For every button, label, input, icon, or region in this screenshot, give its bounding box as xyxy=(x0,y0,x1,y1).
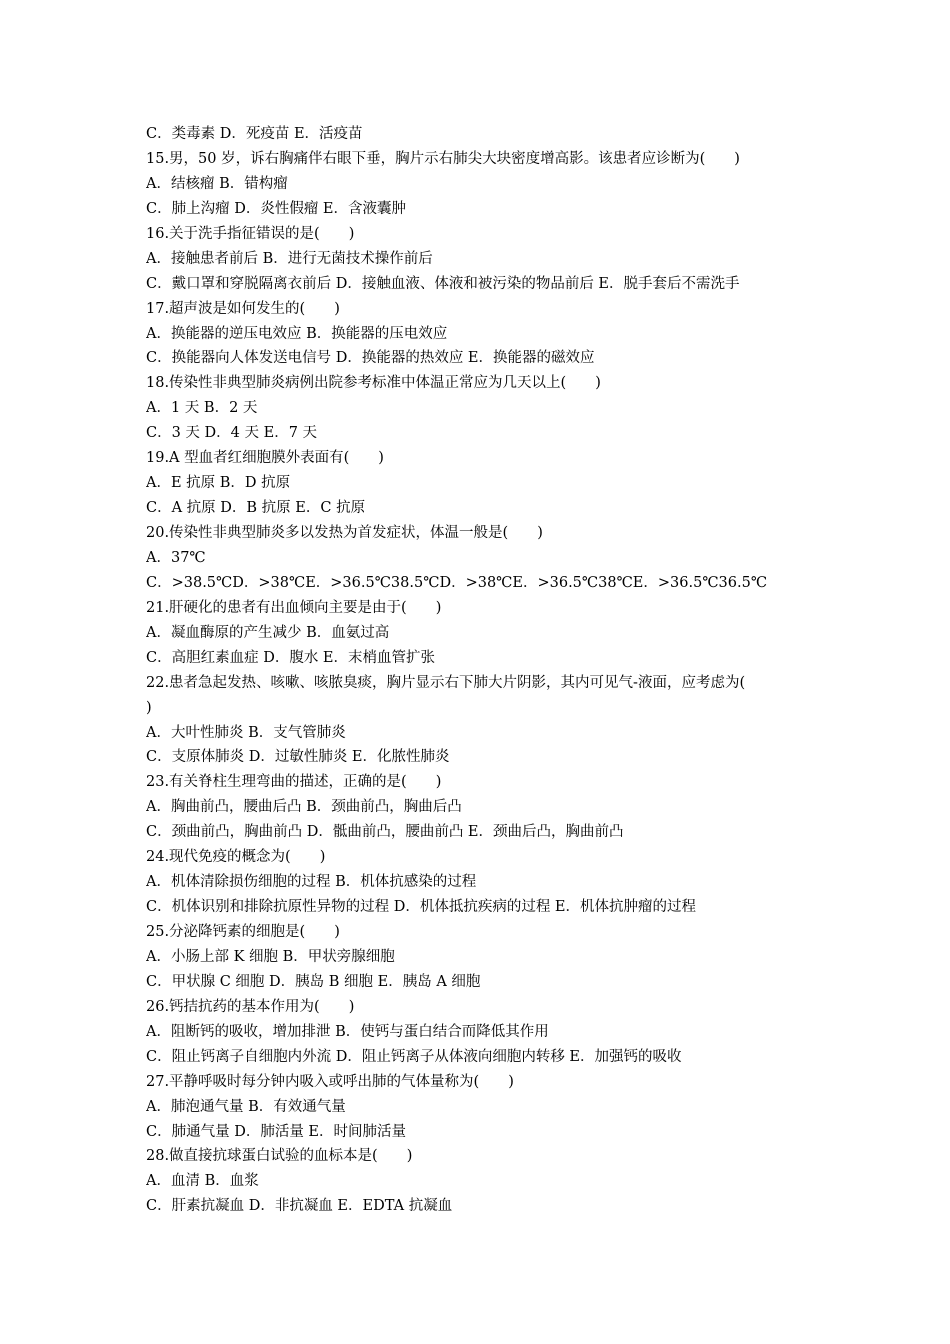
question-20: 20.传染性非典型肺炎多以发热为首发症状，体温一般是( ) xyxy=(146,525,543,541)
text-line: A．血清 B．血浆 xyxy=(146,1173,259,1190)
text-line: C．肝素抗凝血 D．非抗凝血 E．EDTA 抗凝血 xyxy=(146,1198,453,1215)
text-line: C．肺通气量 D．肺活量 E．时间肺活量 xyxy=(146,1123,407,1140)
text-line: C．肺上沟瘤 D．炎性假瘤 E．含液囊肿 xyxy=(146,200,407,217)
question-15: 15.男，50 岁，诉右胸痛伴右眼下垂，胸片示右肺尖大块密度增高影。该患者应诊断为( ) xyxy=(146,150,740,167)
question-24: 24.现代免疫的概念为( ) xyxy=(146,849,326,866)
text-line: C．>38.5℃D．>38℃E．>36.5℃38.5℃D．>38℃E．>36.5℃38℃E．>36.5℃36.5℃ xyxy=(146,574,768,591)
question-18: 18.传染性非典型肺炎病例出院参考标准中体温正常应为几天以上( ) xyxy=(146,375,601,392)
text-line: C．3 天 D．4 天 E．7 天 xyxy=(146,425,318,442)
text-line: C．类毒素 D．死疫苗 E．活疫苗 xyxy=(146,126,363,142)
text-line: C．甲状腺 C 细胞 D．胰岛 B 细胞 E．胰岛 A 细胞 xyxy=(146,973,481,990)
text-line: C．阻止钙离子自细胞内外流 D．阻止钙离子从体液向细胞内转移 E．加强钙的吸收 xyxy=(146,1048,682,1065)
question-19: 19.A 型血者红细胞膜外表面有( ) xyxy=(146,450,384,467)
question-16: 16.关于洗手指征错误的是( ) xyxy=(146,225,355,242)
question-28: 28.做直接抗球蛋白试验的血标本是( ) xyxy=(146,1148,413,1165)
document-body xyxy=(146,122,826,1219)
text-line: A．小肠上部 K 细胞 B．甲状旁腺细胞 xyxy=(146,948,395,965)
text-line: ) xyxy=(146,699,152,716)
text-line: A．胸曲前凸，腰曲后凸 B．颈曲前凸，胸曲后凸 xyxy=(146,799,462,816)
text-line: A．机体清除损伤细胞的过程 B．机体抗感染的过程 xyxy=(146,874,477,891)
question-26: 26.钙拮抗药的基本作用为( ) xyxy=(146,998,355,1015)
text-line: A．肺泡通气量 B．有效通气量 xyxy=(146,1098,346,1115)
text-line: A．凝血酶原的产生减少 B．血氨过高 xyxy=(146,624,390,641)
text-line: A．大叶性肺炎 B．支气管肺炎 xyxy=(146,724,346,741)
text-line: C．高胆红素血症 D．腹水 E．末梢血管扩张 xyxy=(146,649,436,666)
text-line: C．A 抗原 D．B 抗原 E．C 抗原 xyxy=(146,500,366,517)
question-27: 27.平静呼吸时每分钟内吸入或呼出肺的气体量称为( ) xyxy=(146,1073,514,1090)
text-line: A．37℃ xyxy=(146,549,206,566)
text-line: A．接触患者前后 B．进行无菌技术操作前后 xyxy=(146,250,433,267)
question-21: 21.肝硬化的患者有出血倾向主要是由于( ) xyxy=(146,599,442,616)
question-23: 23.有关脊柱生理弯曲的描述，正确的是( ) xyxy=(146,774,442,791)
text-line: C．戴口罩和穿脱隔离衣前后 D．接触血液、体液和被污染的物品前后 E．脱手套后不需洗手 xyxy=(146,275,740,292)
text-line: A．E 抗原 B．D 抗原 xyxy=(146,475,291,492)
text-line: A．1 天 B．2 天 xyxy=(146,400,258,417)
text-line: C．机体识别和排除抗原性异物的过程 D．机体抵抗疾病的过程 E．机体抗肿瘤的过程 xyxy=(146,899,697,916)
text-line: C．换能器向人体发送电信号 D．换能器的热效应 E．换能器的磁效应 xyxy=(146,350,595,367)
text-line: C．支原体肺炎 D．过敏性肺炎 E．化脓性肺炎 xyxy=(146,749,450,766)
question-17: 17.超声波是如何发生的( ) xyxy=(146,300,340,317)
text-line: C．颈曲前凸，胸曲前凸 D．骶曲前凸，腰曲前凸 E．颈曲后凸，胸曲前凸 xyxy=(146,824,624,841)
text-line: A．换能器的逆压电效应 B．换能器的压电效应 xyxy=(146,325,448,342)
question-22: 22.患者急起发热、咳嗽、咳脓臭痰，胸片显示右下肺大片阴影，其内可见气-液面，应考虑为( xyxy=(146,674,746,691)
text-line: A．结核瘤 B．错构瘤 xyxy=(146,175,288,192)
question-25: 25.分泌降钙素的细胞是( ) xyxy=(146,924,340,940)
text-line: A．阻断钙的吸收，增加排泄 B．使钙与蛋白结合而降低其作用 xyxy=(146,1023,549,1040)
